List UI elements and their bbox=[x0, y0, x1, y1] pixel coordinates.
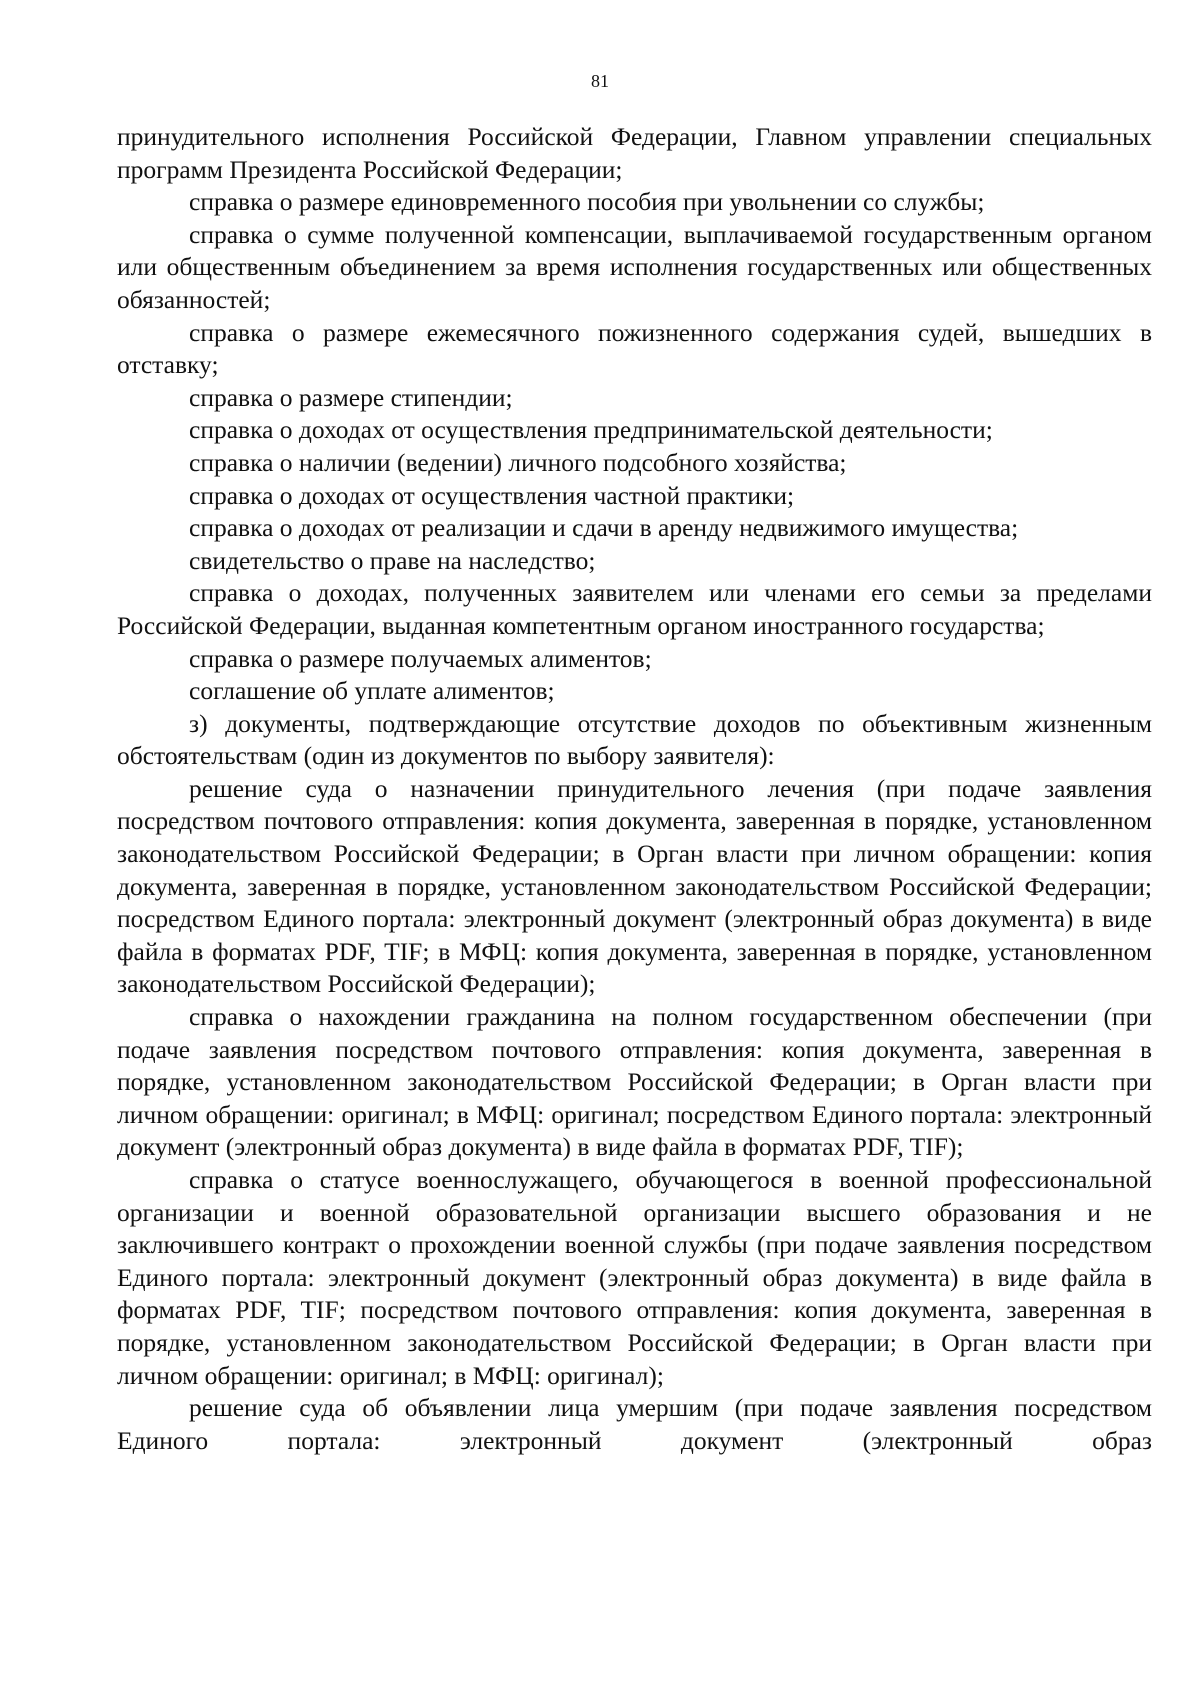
paragraph: справка о размере ежемесячного пожизненного содержания судей, вышедших в отставку; bbox=[117, 317, 1152, 380]
paragraph: справка о доходах от осуществления частной практики; bbox=[189, 480, 795, 510]
paragraph: свидетельство о праве на наследство; bbox=[189, 545, 596, 575]
paragraph: решение суда о назначении принудительного лечения (при подаче заявления посредством почтового отправления: копия документа, заверенная в порядке, установленном законодательством Российской Федерации; в Орган власти при личном обращении: копия документа, заверенная в порядке, установленном законодательством Российской Федерации; посредством Единого портала: электронный документ (электронный образ документа) в виде файла в форматах PDF, TIF; в МФЦ: копия документа, заверенная в порядке, установленном законодательством Российской Федерации); bbox=[117, 773, 1152, 999]
paragraph: справка о сумме полученной компенсации, выплачиваемой государственным органом или общественным объединением за время исполнения государственных или общественных обязанностей; bbox=[117, 219, 1152, 314]
paragraph: справка о размере стипендии; bbox=[189, 382, 513, 412]
paragraph: справка о наличии (ведении) личного подсобного хозяйства; bbox=[189, 447, 847, 477]
paragraph: решение суда об объявлении лица умершим (при подаче заявления посредством Единого портала: электронный документ (электронный образ bbox=[117, 1393, 1152, 1455]
document-body bbox=[117, 121, 1152, 1457]
page-number: 81 bbox=[591, 71, 609, 91]
paragraph: справка о доходах от реализации и сдачи в аренду недвижимого имущества; bbox=[189, 513, 1019, 543]
paragraph: справка о нахождении гражданина на полном государственном обеспечении (при подаче заявления посредством почтового отправления: копия документа, заверенная в порядке, установленном законодательством Российской Федерации; в Орган власти при личном обращении: оригинал; в МФЦ: оригинал; посредством Единого портала: электронный документ (электронный образ документа) в виде файла в форматах PDF, TIF); bbox=[117, 1002, 1152, 1162]
paragraph: принудительного исполнения Российской Федерации, Главном управлении специальных программ Президента Российской Федерации; bbox=[117, 122, 1152, 184]
paragraph: справка о размере получаемых алиментов; bbox=[189, 643, 652, 673]
paragraph: справка о доходах от осуществления предпринимательской деятельности; bbox=[189, 415, 993, 445]
paragraph: справка о размере единовременного пособия при увольнении со службы; bbox=[189, 187, 985, 217]
paragraph: справка о статусе военнослужащего, обучающегося в военной профессиональной организации и военной образовательной организации высшего образования и не заключившего контракт о прохождении военной службы (при подаче заявления посредством Единого портала: электронный документ (электронный образ документа) в виде файла в форматах PDF, TIF; посредством почтового отправления: копия документа, заверенная в порядке, установленном законодательством Российской Федерации; в Орган власти при личном обращении: оригинал; в МФЦ: оригинал); bbox=[117, 1165, 1152, 1390]
paragraph: соглашение об уплате алиментов; bbox=[189, 676, 555, 706]
paragraph: з) документы, подтверждающие отсутствие доходов по объективным жизненным обстоятельствам (один из документов по выбору заявителя): bbox=[117, 708, 1152, 771]
paragraph: справка о доходах, полученных заявителем или членами его семьи за пределами Российской Федерации, выданная компетентным органом иностранного государства; bbox=[117, 578, 1152, 640]
